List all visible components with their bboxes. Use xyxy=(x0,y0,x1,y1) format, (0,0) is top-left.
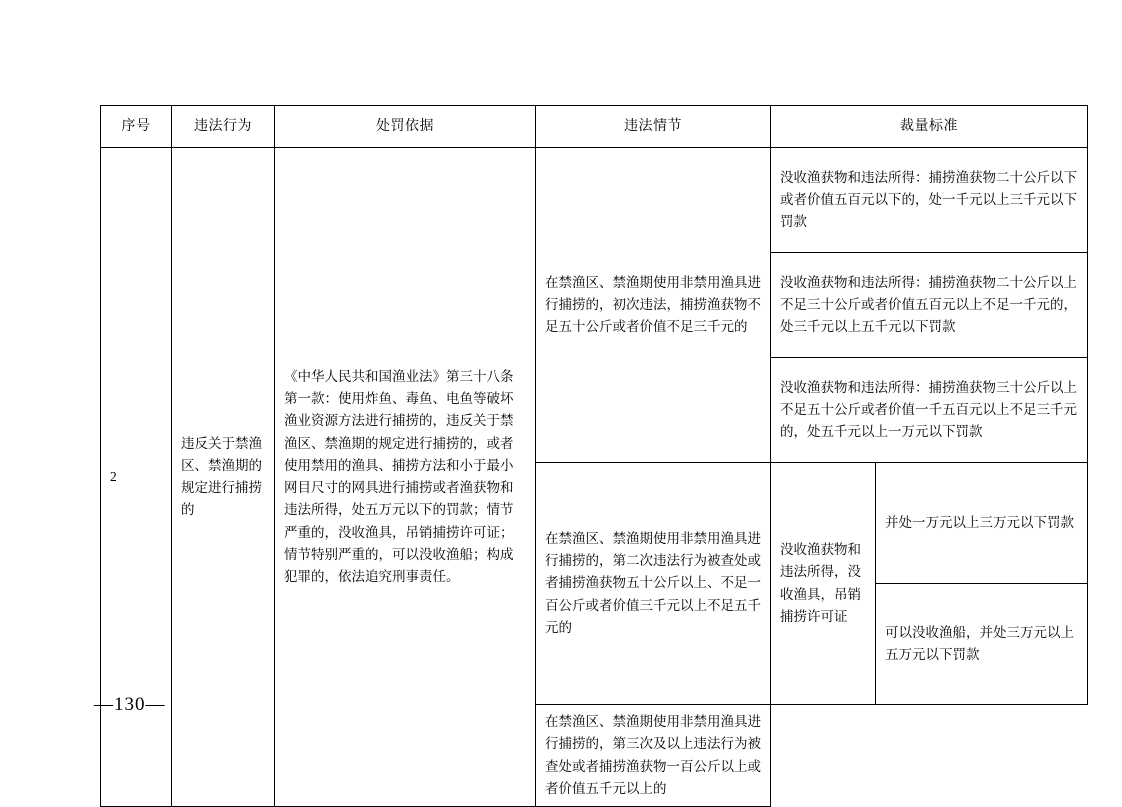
cell-standard-1-2: 没收渔获物和违法所得：捕捞渔获物二十公斤以上不足三十公斤或者价值五百元以上不足一千元的，处三千元以上五千元以下罚款 xyxy=(771,253,1088,358)
column-header-standard: 裁量标准 xyxy=(771,106,1088,148)
cell-circumstance-1: 在禁渔区、禁渔期使用非禁用渔具进行捕捞的，初次违法，捕捞渔获物不足五十公斤或者价值不足三千元的 xyxy=(536,148,771,463)
cell-standard-3-1: 可以没收渔船，并处三万元以上五万元以下罚款 xyxy=(876,584,1088,705)
table-row xyxy=(101,148,1088,253)
column-header-basis: 处罚依据 xyxy=(275,106,536,148)
cell-violation: 违反关于禁渔区、禁渔期的规定进行捕捞的 xyxy=(172,148,275,807)
cell-standard-2 xyxy=(771,463,1088,705)
column-header-circumstance: 违法情节 xyxy=(536,106,771,148)
column-header-violation: 违法行为 xyxy=(172,106,275,148)
cell-circumstance-2: 在禁渔区、禁渔期使用非禁用渔具进行捕捞的，第二次违法行为被查处或者捕捞渔获物五十公斤以上、不足一百公斤或者价值三千元以上不足五千元的 xyxy=(536,463,771,705)
column-header-seq: 序号 xyxy=(101,106,172,148)
table-body xyxy=(101,148,1088,807)
cell-standard-2-1: 并处一万元以上三万元以下罚款 xyxy=(876,463,1088,584)
page-number: —130— xyxy=(94,694,166,715)
cell-standard-1-1: 没收渔获物和违法所得：捕捞渔获物二十公斤以下或者价值五百元以下的，处一千元以上三千元以下罚款 xyxy=(771,148,1088,253)
standard-split-row-2 xyxy=(771,463,1087,584)
cell-standard-1-3: 没收渔获物和违法所得：捕捞渔获物三十公斤以上不足五十公斤或者价值一千五百元以上不足三千元的，处五千元以上一万元以下罚款 xyxy=(771,358,1088,463)
table-header xyxy=(101,106,1088,148)
cell-basis: 《中华人民共和国渔业法》第三十八条第一款：使用炸鱼、毒鱼、电鱼等破坏渔业资源方法进行捕捞的，违反关于禁渔区、禁渔期的规定进行捕捞的，或者使用禁用的渔具、捕捞方法和小于最小网目尺寸的网具进行捕捞或者渔获物和违法所得，处五万元以下的罚款；情节严重的，没收渔具，吊销捕捞许可证；情节特别严重的，可以没收渔船；构成犯罪的，依法追究刑事责任。 xyxy=(275,148,536,807)
cell-circumstance-3: 在禁渔区、禁渔期使用非禁用渔具进行捕捞的，第三次及以上违法行为被查处或者捕捞渔获物一百公斤以上或者价值五千元以上的 xyxy=(536,705,771,807)
cell-seq: 2 xyxy=(101,148,172,807)
penalty-discretion-table xyxy=(100,105,1088,807)
standard-split-table-2 xyxy=(771,463,1087,704)
table-header-row xyxy=(101,106,1088,148)
cell-shared-standard: 没收渔获物和违法所得，没收渔具，吊销捕捞许可证 xyxy=(771,463,876,704)
